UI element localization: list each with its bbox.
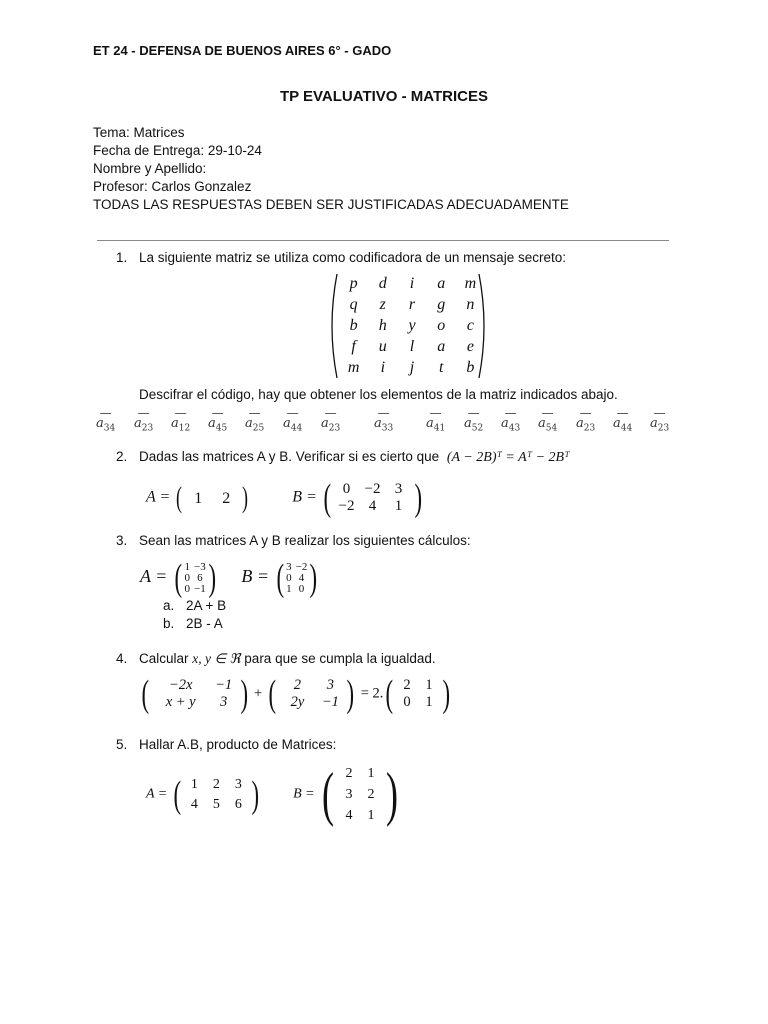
matrix-cell: q [349,296,358,313]
matrix-cell: −3 [193,560,206,573]
matrix-cell: r [408,296,416,313]
matrix-cell: 0 [286,571,292,584]
cipher-code: — $a_{33}$ [374,406,394,434]
q4-matrix-3 [396,677,440,711]
matrix-cell: y [408,317,416,334]
teacher-line: Profesor: Carlos Gonzalez [93,179,252,194]
cipher-matrix-cells [339,274,485,377]
cipher-code: — $a_{45}$ [208,406,228,434]
q4-variables: x, y ∈ ℜ [192,651,241,666]
due-date-line: Fecha de Entrega: 29-10-24 [93,143,262,158]
matrix-cell: i [380,359,386,376]
justification-notice: TODAS LAS RESPUESTAS DEBEN SER JUSTIFICADAS ADECUADAMENTE [93,197,569,212]
matrix-cell: l [409,338,415,355]
matrix-cell: c [466,317,474,334]
cipher-code: — $a_{54}$ [538,406,558,434]
matrix-cell: 6 [234,796,242,812]
matrix-cell: 0 [298,582,305,595]
matrix-cell: −1 [193,582,206,595]
matrix-cell: −2 [295,560,308,573]
matrix-cell: −2x [168,677,193,693]
matrix-cell: 5 [212,796,220,812]
q2-matrices: A = ( 1 2 ) B = ( 0 −2 3 −2 4 1 ) [146,477,422,519]
q3-items [163,597,226,633]
cipher-code: — $a_{23}$ [576,406,596,434]
matrix-cell: f [351,338,356,355]
q2-b-label: B = [292,488,321,506]
matrix-cell: n [466,296,475,313]
divider-line [97,240,669,241]
cipher-code: — $a_{41}$ [426,406,446,434]
matrix-cell: 2y [290,694,305,710]
q3-b-label: B = [241,566,270,587]
matrix-cell: 4 [298,571,305,584]
matrix-cell: a [437,338,446,355]
q4-matrix-1 [152,677,238,711]
matrix-cell: 2 [212,776,220,792]
matrix-cell: 1 [184,560,190,573]
q3-item-a: a. 2A + B [163,598,227,613]
matrix-cell: −2 [338,498,355,514]
matrix-cell: 1 [367,808,375,823]
matrix-cell: 1 [190,776,198,792]
cipher-code: — $a_{44}$ [283,406,303,434]
cipher-code: — $a_{44}$ [613,406,633,434]
q5-b-label: B = [293,786,315,802]
q3-matrices: A = ( 1 −3 0 6 0 −1 ) B = ( 3 −2 0 4 1 0 ) [140,557,318,599]
q5-a-label: A = [146,786,168,802]
matrix-cell: −2 [364,481,381,497]
matrix-cell: 0 [184,582,190,595]
topic-line: Tema: Matrices [93,125,185,140]
q2-matrix-b [334,481,412,515]
matrix-cell: 0 [342,481,351,497]
matrix-cell: t [438,359,444,376]
q2-matrix-a [184,490,240,507]
q2-text [139,449,569,466]
matrix-cell: u [378,338,387,355]
matrix-cell: m [464,275,477,292]
q4-number: 4. [116,651,128,666]
matrix-cell: −1 [321,694,339,710]
cipher-code: — $a_{23}$ [321,406,341,434]
matrix-cell: −1 [215,677,233,693]
cipher-code: — $a_{34}$ [96,406,116,434]
q5-matrix-a [183,775,249,815]
q1-instruction: Descifrar el código, hay que obtener los elementos de la matriz indicados abajo. [139,387,618,402]
q4-text: Calcular x, y ∈ ℜ para que se cumpla la igualdad. [139,651,436,666]
q1-text: La siguiente matriz se utiliza como codificadora de un mensaje secreto: [139,250,566,265]
q3-a-label: A = [140,566,168,587]
q2-number: 2. [116,449,128,464]
matrix-cell: d [378,275,387,292]
matrix-cell: 3 [234,776,242,792]
q5-text: Hallar A.B, producto de Matrices: [139,737,337,752]
matrix-cell: 1 [367,766,375,781]
q3-number: 3. [116,533,128,548]
matrix-cell: 3 [220,694,228,710]
matrix-cell: 2 [403,677,411,693]
matrix-cell: 3 [345,787,353,802]
q4-matrix-2 [278,677,344,711]
matrix-cell: m [347,359,360,376]
matrix-cell: 2 [293,677,302,693]
matrix-cell: 4 [190,796,198,812]
matrix-cell: 0 [184,571,190,584]
matrix-cell: 2 [222,489,231,507]
matrix-cell: h [378,317,387,334]
matrix-cell: 2 [367,787,375,802]
matrix-cell: z [379,296,386,313]
q2-a-label: A = [146,488,175,506]
matrix-cell: 1 [286,582,292,595]
q5-matrix-b [338,763,382,826]
q1-number: 1. [116,250,128,265]
q2-text-label: Dadas las matrices A y B. Verificar si es cierto que [139,449,440,464]
cipher-code: — $a_{23}$ [134,406,154,434]
school-header: ET 24 - DEFENSA DE BUENOS AIRES 6° - GADO [93,43,392,58]
matrix-cell: 1 [194,489,203,507]
cipher-code: — $a_{43}$ [501,406,521,434]
matrix-cell: 4 [345,808,353,823]
cipher-codes [96,406,686,440]
q5-number: 5. [116,737,128,752]
matrix-cell: b [466,359,475,376]
q3-matrix-a [184,562,205,595]
cipher-code: — $a_{23}$ [650,406,670,434]
cipher-matrix [327,272,489,380]
matrix-cell: p [349,275,358,292]
cipher-code: — $a_{12}$ [171,406,191,434]
matrix-cell: i [409,275,415,292]
matrix-cell: 2 [345,766,353,781]
matrix-cell: 3 [286,560,292,573]
student-name-line: Nombre y Apellido: [93,161,207,176]
q3-item-b: b. 2B - A [163,616,223,631]
matrix-cell: j [409,359,415,376]
matrix-cell: 1 [425,694,433,710]
matrix-cell: 0 [403,694,411,710]
matrix-cell: b [349,317,358,334]
matrix-cell: 6 [197,571,203,584]
matrix-cell: g [437,296,446,313]
q5-matrices: A = ( 1 2 3 4 5 6 ) B = ( 2 1 3 2 4 1 ) [146,761,399,827]
matrix-cell: 1 [425,677,433,693]
matrix-cell: 3 [394,481,403,497]
cipher-code: — $a_{25}$ [245,406,265,434]
page-title: TP EVALUATIVO - MATRICES [279,88,489,105]
matrix-cell: a [437,275,446,292]
matrix-cell: 1 [394,498,403,514]
matrix-cell: o [437,317,446,334]
matrix-cell: 3 [326,677,335,693]
cipher-code: — $a_{52}$ [464,406,484,434]
q4-equation: ( −2x −1 x + y 3 ) + ( 2 3 2y −1 ) = 2.( 2 1 0 1 ) [141,673,451,715]
q3-matrix-b [286,562,307,595]
matrix-cell: x + y [165,694,196,710]
matrix-cell: e [466,338,474,355]
assignment-info [93,124,569,214]
matrix-cell: 4 [368,498,377,514]
q2-formula: (A − 2B)ᵀ = Aᵀ − 2Bᵀ [446,450,570,465]
q3-text: Sean las matrices A y B realizar los siguientes cálculos: [139,533,471,548]
